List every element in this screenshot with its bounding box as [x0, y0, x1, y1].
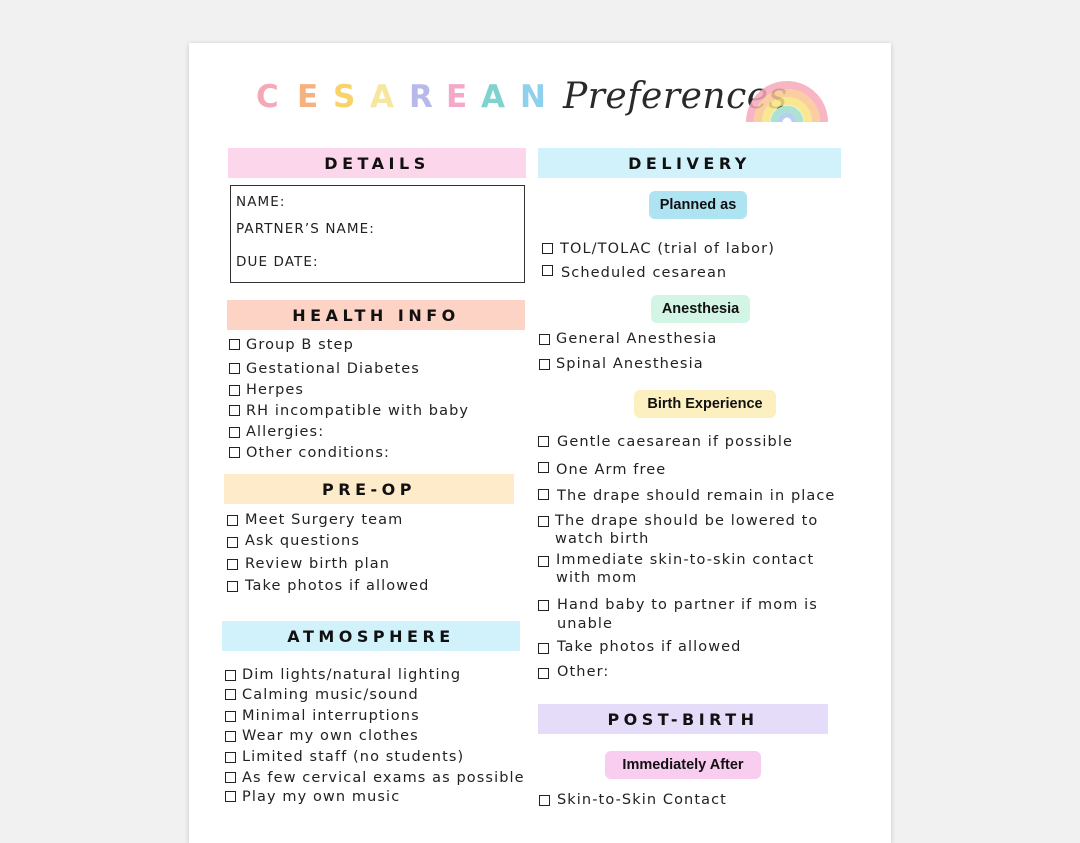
- birth-item: Take photos if allowed: [557, 639, 742, 655]
- atmosphere-item: Limited staff (no students): [242, 749, 465, 765]
- checkbox[interactable]: [542, 243, 553, 254]
- delivery-heading: DELIVERY: [538, 148, 841, 178]
- pre-op-item: Take photos if allowed: [245, 578, 430, 594]
- birth-item-continued: unable: [557, 616, 614, 632]
- birth-item: The drape should be lowered to: [555, 513, 819, 529]
- immediately-after-label: Immediately After: [605, 751, 761, 779]
- checkbox[interactable]: [227, 537, 238, 548]
- checkbox[interactable]: [229, 363, 240, 374]
- due-date-field-label[interactable]: DUE DATE:: [236, 254, 319, 270]
- pre-op-item: Ask questions: [245, 533, 360, 549]
- title-letter: A: [481, 79, 505, 115]
- checkbox[interactable]: [227, 559, 238, 570]
- birth-item: One Arm free: [556, 462, 667, 478]
- anesthesia-label: Anesthesia: [651, 295, 750, 323]
- checkbox[interactable]: [225, 731, 236, 742]
- title-letter: S: [333, 79, 356, 115]
- page-subtitle: Preferences: [563, 76, 788, 117]
- partner-name-field-label[interactable]: PARTNER’S NAME:: [236, 221, 375, 237]
- name-field-label[interactable]: NAME:: [236, 194, 286, 210]
- checkbox[interactable]: [538, 462, 549, 473]
- delivery-item: Scheduled cesarean: [561, 265, 728, 281]
- checkbox[interactable]: [539, 334, 550, 345]
- checkbox[interactable]: [538, 556, 549, 567]
- planned-as-label: Planned as: [649, 191, 747, 219]
- birth-item: Immediate skin-to-skin contact: [556, 552, 815, 568]
- health-item: Gestational Diabetes: [246, 361, 420, 377]
- anesthesia-item: General Anesthesia: [556, 331, 718, 347]
- checkbox[interactable]: [229, 405, 240, 416]
- title-letter: C: [256, 79, 279, 115]
- atmosphere-item: Wear my own clothes: [242, 728, 419, 744]
- checkbox[interactable]: [542, 265, 553, 276]
- checkbox[interactable]: [229, 385, 240, 396]
- birth-item: The drape should remain in place: [557, 488, 836, 504]
- checkbox[interactable]: [225, 711, 236, 722]
- checkbox[interactable]: [229, 447, 240, 458]
- birth-experience-label: Birth Experience: [634, 390, 776, 418]
- checkbox[interactable]: [227, 581, 238, 592]
- atmosphere-item: Dim lights/natural lighting: [242, 667, 462, 683]
- checkbox[interactable]: [538, 600, 549, 611]
- atmosphere-item: Play my own music: [242, 789, 401, 805]
- delivery-item: TOL/TOLAC (trial of labor): [560, 241, 775, 257]
- health-item: RH incompatible with baby: [246, 403, 470, 419]
- atmosphere-heading: ATMOSPHERE: [222, 621, 520, 651]
- pre-op-item: Meet Surgery team: [245, 512, 404, 528]
- pre-op-item: Review birth plan: [245, 556, 391, 572]
- health-item: Group B step: [246, 337, 354, 353]
- anesthesia-item: Spinal Anesthesia: [556, 356, 704, 372]
- title-letter: E: [297, 79, 319, 115]
- birth-item: Gentle caesarean if possible: [557, 434, 793, 450]
- health-item: Allergies:: [246, 424, 325, 440]
- birth-item-continued: watch birth: [555, 531, 650, 547]
- checkbox[interactable]: [539, 795, 550, 806]
- checkbox[interactable]: [229, 339, 240, 350]
- checkbox[interactable]: [225, 752, 236, 763]
- title-letter: E: [446, 79, 468, 115]
- checkbox[interactable]: [538, 516, 549, 527]
- checkbox[interactable]: [227, 515, 238, 526]
- atmosphere-item: Calming music/sound: [242, 687, 419, 703]
- health-info-heading: HEALTH INFO: [227, 300, 525, 330]
- birth-item-continued: with mom: [556, 570, 638, 586]
- atmosphere-item: Minimal interruptions: [242, 708, 420, 724]
- atmosphere-item: As few cervical exams as possible: [242, 770, 525, 786]
- checkbox[interactable]: [538, 436, 549, 447]
- checkbox[interactable]: [225, 791, 236, 802]
- checkbox[interactable]: [538, 489, 549, 500]
- birth-item: Hand baby to partner if mom is: [557, 597, 818, 613]
- health-item: Other conditions:: [246, 445, 390, 461]
- title-letter: R: [409, 79, 433, 115]
- details-heading: DETAILS: [228, 148, 526, 178]
- rainbow-icon: [746, 68, 828, 124]
- checkbox[interactable]: [538, 668, 549, 679]
- post-birth-heading: POST-BIRTH: [538, 704, 828, 734]
- birth-item: Other:: [557, 664, 610, 680]
- title-letter: N: [520, 79, 546, 115]
- post-birth-item: Skin-to-Skin Contact: [557, 792, 727, 808]
- checkbox[interactable]: [225, 689, 236, 700]
- checkbox[interactable]: [225, 670, 236, 681]
- checkbox[interactable]: [225, 772, 236, 783]
- checkbox[interactable]: [538, 643, 549, 654]
- checkbox[interactable]: [229, 427, 240, 438]
- checkbox[interactable]: [539, 359, 550, 370]
- title-letter: A: [370, 79, 394, 115]
- health-item: Herpes: [246, 382, 305, 398]
- pre-op-heading: PRE-OP: [224, 474, 514, 504]
